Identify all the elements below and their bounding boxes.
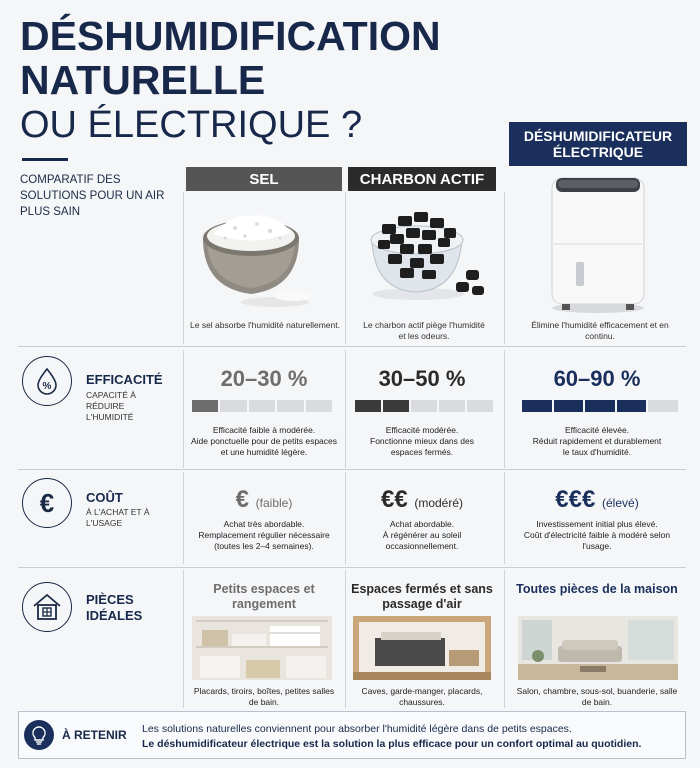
bar-segment <box>306 400 332 412</box>
cout-sel-label: (faible) <box>255 496 293 510</box>
humidity-percent-icon <box>22 356 72 406</box>
efficacite-charbon-line2: Fonctionne mieux dans des espaces fermés. <box>370 436 474 457</box>
cout-charbon-symbol: €€ <box>380 486 408 513</box>
efficacite-charbon-bar <box>355 400 493 412</box>
page-subtitle: OU ÉLECTRIQUE ? <box>20 104 363 146</box>
efficacite-charbon-range: 30–50 % <box>378 366 466 391</box>
efficacite-charbon-text <box>354 425 490 458</box>
column-divider <box>504 192 505 344</box>
house-icon <box>22 582 72 632</box>
cout-charbon-label: (modéré) <box>414 496 464 510</box>
column-divider <box>183 192 184 344</box>
pieces-charbon-title: Espaces fermés et sans passage d'air <box>351 582 493 611</box>
cout-electrique-level <box>509 486 685 514</box>
bar-segment <box>277 400 303 412</box>
efficacite-sel-bar <box>192 400 332 412</box>
row-desc-cout: À L'ACHAT ET À L'USAGE <box>86 507 150 528</box>
retain-title: À RETENIR <box>62 728 127 742</box>
cout-charbon-line2: À régénérer au soleil occasionnellement. <box>382 530 462 551</box>
electrique-caption: Élimine l'humidité efficacement et en continu. <box>531 320 669 341</box>
pieces-sel-text: Placards, tiroirs, boîtes, petites salles de bain. <box>193 686 335 707</box>
bar-segment-filled <box>192 400 218 412</box>
cout-electrique-symbol: €€€ <box>555 486 596 513</box>
bar-segment <box>249 400 275 412</box>
efficacite-electrique-line3: le taux d'humidité. <box>562 447 632 457</box>
column-header-charbon: CHARBON ACTIF <box>348 167 496 191</box>
living-room-image <box>518 616 678 680</box>
efficacite-sel-line2: Aide ponctuelle pour de petits espaces et une humidité légère. <box>190 436 337 457</box>
dehumidifier-image <box>546 170 652 316</box>
row-divider <box>18 567 686 568</box>
column-divider <box>345 472 346 564</box>
cout-charbon-text <box>354 519 490 552</box>
bar-segment <box>220 400 246 412</box>
cout-electrique-line2: Coût d'électricité faible à modéré selon l'usage. <box>523 530 671 551</box>
efficacite-charbon-line1: Efficacité modérée. <box>385 425 459 435</box>
intro-text: COMPARATIF DES SOLUTIONS POUR UN AIR PLUS SAIN <box>20 174 165 218</box>
cout-sel-symbol: € <box>235 486 249 513</box>
page-title: DÉSHUMIDIFICATION NATURELLE <box>20 13 441 103</box>
row-divider <box>18 346 686 347</box>
row-divider <box>18 469 686 470</box>
column-divider <box>345 192 346 344</box>
row-desc-efficacite: CAPACITÉ À RÉDUIRE L'HUMIDITÉ <box>86 390 136 422</box>
efficacite-electrique-text <box>512 425 682 458</box>
pieces-charbon-text: Caves, garde-manger, placards, chaussures. <box>361 686 483 707</box>
efficacite-electrique-range: 60–90 % <box>553 366 641 391</box>
efficacite-sel-range: 20–30 % <box>220 366 308 391</box>
salt-bowl-image <box>195 198 331 314</box>
cout-sel-line2: Remplacement régulier nécessaire (toutes les 2–4 semaines). <box>198 530 330 551</box>
row-title-efficacite: EFFICACITÉ <box>86 372 163 387</box>
bar-segment-filled <box>383 400 409 412</box>
column-divider <box>183 350 184 468</box>
column-divider <box>504 570 505 708</box>
bar-segment-filled <box>522 400 552 412</box>
bar-segment-filled <box>585 400 615 412</box>
sel-caption: Le sel absorbe l'humidité naturellement. <box>190 320 340 330</box>
row-title-cout: COÛT <box>86 490 123 505</box>
charcoal-bowl-image <box>360 198 488 314</box>
column-header-sel: SEL <box>186 167 342 191</box>
bar-segment <box>648 400 678 412</box>
cout-sel-text <box>190 519 338 552</box>
cabinet-storage-image <box>353 616 491 680</box>
cout-electrique-text <box>512 519 682 552</box>
cout-electrique-label: (élevé) <box>602 496 639 510</box>
column-divider <box>504 350 505 468</box>
cout-charbon-level <box>348 486 496 514</box>
bar-segment <box>411 400 437 412</box>
cout-electrique-line1: Investissement initial plus élevé. <box>536 519 658 529</box>
closet-shelves-image <box>192 616 332 680</box>
column-divider <box>183 570 184 708</box>
column-divider <box>504 472 505 564</box>
bar-segment-filled <box>355 400 381 412</box>
column-header-electrique: DÉSHUMIDIFICATEUR ÉLECTRIQUE <box>509 122 687 166</box>
efficacite-electrique-line1: Efficacité élevée. <box>564 425 630 435</box>
efficacite-sel-line1: Efficacité faible à modérée. <box>212 425 316 435</box>
pieces-sel-title: Petits espaces et rangement <box>213 582 315 611</box>
row-title-pieces: PIÈCES IDÉALES <box>86 592 143 623</box>
efficacite-electrique-bar <box>522 400 678 412</box>
retain-line1: Les solutions naturelles conviennent pour absorber l'humidité légère dans de petits espaces. <box>142 723 572 735</box>
title-rule <box>22 158 68 161</box>
charbon-caption: Le charbon actif piège l'humidité et les odeurs. <box>363 320 485 341</box>
bar-segment <box>467 400 493 412</box>
bar-segment <box>439 400 465 412</box>
retain-line2: Le déshumidificateur électrique est la solution la plus efficace pour un confort optimal au quotidien. <box>142 738 642 750</box>
column-divider <box>345 350 346 468</box>
pieces-electrique-title: Toutes pièces de la maison <box>516 582 678 596</box>
bar-segment-filled <box>617 400 647 412</box>
lightbulb-icon <box>24 720 54 750</box>
cout-sel-line1: Achat très abordable. <box>223 519 305 529</box>
efficacite-electrique-line2: Réduit rapidement et durablement <box>532 436 662 446</box>
efficacite-sel-text <box>190 425 338 458</box>
svg-text:%: % <box>42 381 52 392</box>
cout-charbon-line1: Achat abordable. <box>389 519 455 529</box>
column-divider <box>183 472 184 564</box>
euro-icon <box>22 478 72 528</box>
euro-glyph: € <box>39 487 55 518</box>
column-divider <box>345 570 346 708</box>
cout-sel-level <box>186 486 342 514</box>
pieces-electrique-text: Salon, chambre, sous-sol, buanderie, salle de bain. <box>516 686 678 707</box>
bar-segment-filled <box>554 400 584 412</box>
